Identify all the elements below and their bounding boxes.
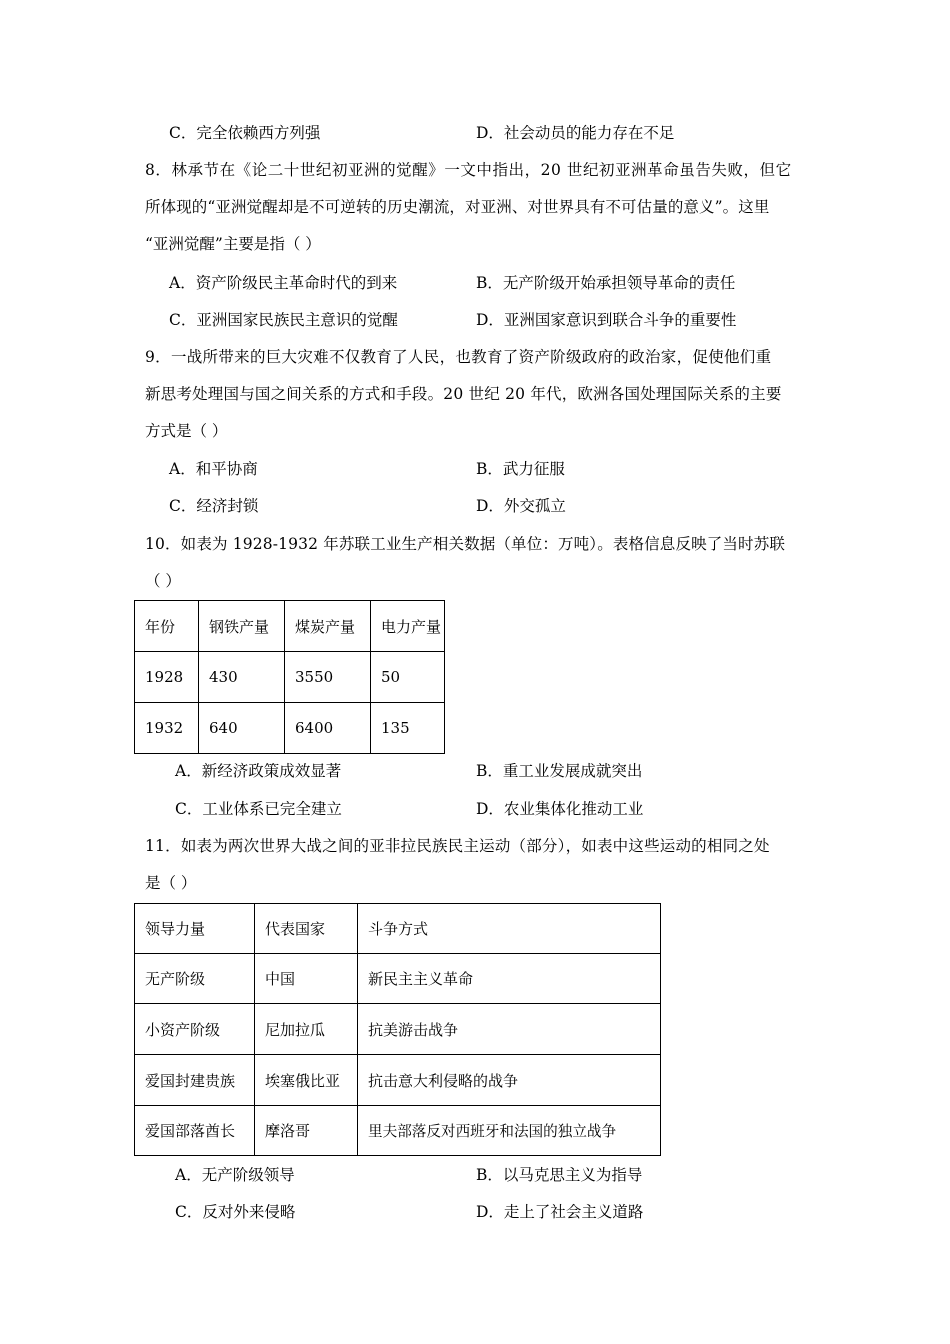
q11-option-b: B．以马克思主义为指导 bbox=[476, 1166, 643, 1184]
q11-header-method: 斗争方式 bbox=[358, 904, 661, 954]
q9-option-b: B．武力征服 bbox=[476, 460, 565, 478]
table-cell: 爱国封建贵族 bbox=[135, 1055, 255, 1106]
q8-stem-line1: 8．林承节在《论二十世纪初亚洲的觉醒》一文中指出，20 世纪初亚洲革命虽告失败，但它 bbox=[145, 161, 792, 179]
q11-header-country: 代表国家 bbox=[255, 904, 358, 954]
q9-option-a: A．和平协商 bbox=[169, 460, 258, 478]
table-cell: 640 bbox=[199, 703, 285, 754]
q11-header-leader: 领导力量 bbox=[135, 904, 255, 954]
q11-movements-table bbox=[134, 903, 661, 1156]
q11-stem-line1: 11．如表为两次世界大战之间的亚非拉民族民主运动（部分），如表中这些运动的相同之处 bbox=[145, 837, 770, 855]
q8-option-c: C．亚洲国家民族民主意识的觉醒 bbox=[169, 311, 398, 329]
q9-option-d: D．外交孤立 bbox=[476, 497, 566, 515]
table-cell: 新民主主义革命 bbox=[358, 954, 661, 1004]
table-cell: 135 bbox=[371, 703, 445, 754]
table-cell: 小资产阶级 bbox=[135, 1004, 255, 1055]
q7-option-c: C．完全依赖西方列强 bbox=[169, 124, 321, 142]
table-cell: 1932 bbox=[135, 703, 199, 754]
table-cell: 里夫部落反对西班牙和法国的独立战争 bbox=[358, 1106, 661, 1156]
q9-stem-line2: 新思考处理国与国之间关系的方式和手段。20 世纪 20 年代，欧洲各国处理国际关系的主要 bbox=[145, 385, 782, 403]
q11-stem-line2: 是（ ） bbox=[145, 874, 197, 892]
q10-table-header-row bbox=[135, 601, 445, 652]
table-cell: 爱国部落酋长 bbox=[135, 1106, 255, 1156]
q10-option-b: B．重工业发展成就突出 bbox=[476, 762, 643, 780]
q11-option-c: C．反对外来侵略 bbox=[175, 1203, 296, 1221]
q9-option-c: C．经济封锁 bbox=[169, 497, 259, 515]
table-cell: 尼加拉瓜 bbox=[255, 1004, 358, 1055]
q10-option-c: C．工业体系已完全建立 bbox=[175, 800, 342, 818]
q11-option-d: D．走上了社会主义道路 bbox=[476, 1203, 644, 1221]
table-cell: 抗击意大利侵略的战争 bbox=[358, 1055, 661, 1106]
table-row bbox=[135, 1106, 661, 1156]
table-cell: 6400 bbox=[285, 703, 371, 754]
q10-option-a: A．新经济政策成效显著 bbox=[175, 762, 342, 780]
table-row bbox=[135, 703, 445, 754]
table-cell: 430 bbox=[199, 652, 285, 703]
q10-stem-line1: 10．如表为 1928-1932 年苏联工业生产相关数据（单位：万吨）。表格信息反映了当时苏联 bbox=[145, 535, 786, 553]
q7-option-d: D．社会动员的能力存在不足 bbox=[476, 124, 675, 142]
q10-header-power: 电力产量 bbox=[371, 601, 445, 652]
q9-stem-line1: 9．一战所带来的巨大灾难不仅教育了人民，也教育了资产阶级政府的政治家，促使他们重 bbox=[145, 348, 772, 366]
q10-option-d: D．农业集体化推动工业 bbox=[476, 800, 644, 818]
q11-table-header-row bbox=[135, 904, 661, 954]
table-row bbox=[135, 954, 661, 1004]
q10-header-steel: 钢铁产量 bbox=[199, 601, 285, 652]
table-cell: 无产阶级 bbox=[135, 954, 255, 1004]
q8-option-d: D．亚洲国家意识到联合斗争的重要性 bbox=[476, 311, 737, 329]
table-cell: 摩洛哥 bbox=[255, 1106, 358, 1156]
table-cell: 埃塞俄比亚 bbox=[255, 1055, 358, 1106]
q9-stem-line3: 方式是（ ） bbox=[145, 422, 228, 440]
q8-stem-line2: 所体现的“亚洲觉醒却是不可逆转的历史潮流，对亚洲、对世界具有不可估量的意义”。这里 bbox=[145, 198, 770, 216]
table-cell: 1928 bbox=[135, 652, 199, 703]
table-row bbox=[135, 1055, 661, 1106]
q10-header-year: 年份 bbox=[135, 601, 199, 652]
q10-stem-line2: （ ） bbox=[145, 572, 181, 590]
q11-option-a: A．无产阶级领导 bbox=[175, 1166, 295, 1184]
q8-option-a: A．资产阶级民主革命时代的到来 bbox=[169, 274, 398, 292]
table-row bbox=[135, 1004, 661, 1055]
q8-option-b: B．无产阶级开始承担领导革命的责任 bbox=[476, 274, 736, 292]
q10-data-table bbox=[134, 600, 445, 754]
q8-stem-line3: “亚洲觉醒”主要是指（ ） bbox=[145, 235, 321, 253]
table-cell: 中国 bbox=[255, 954, 358, 1004]
q10-header-coal: 煤炭产量 bbox=[285, 601, 371, 652]
table-cell: 50 bbox=[371, 652, 445, 703]
table-cell: 抗美游击战争 bbox=[358, 1004, 661, 1055]
table-row bbox=[135, 652, 445, 703]
table-cell: 3550 bbox=[285, 652, 371, 703]
